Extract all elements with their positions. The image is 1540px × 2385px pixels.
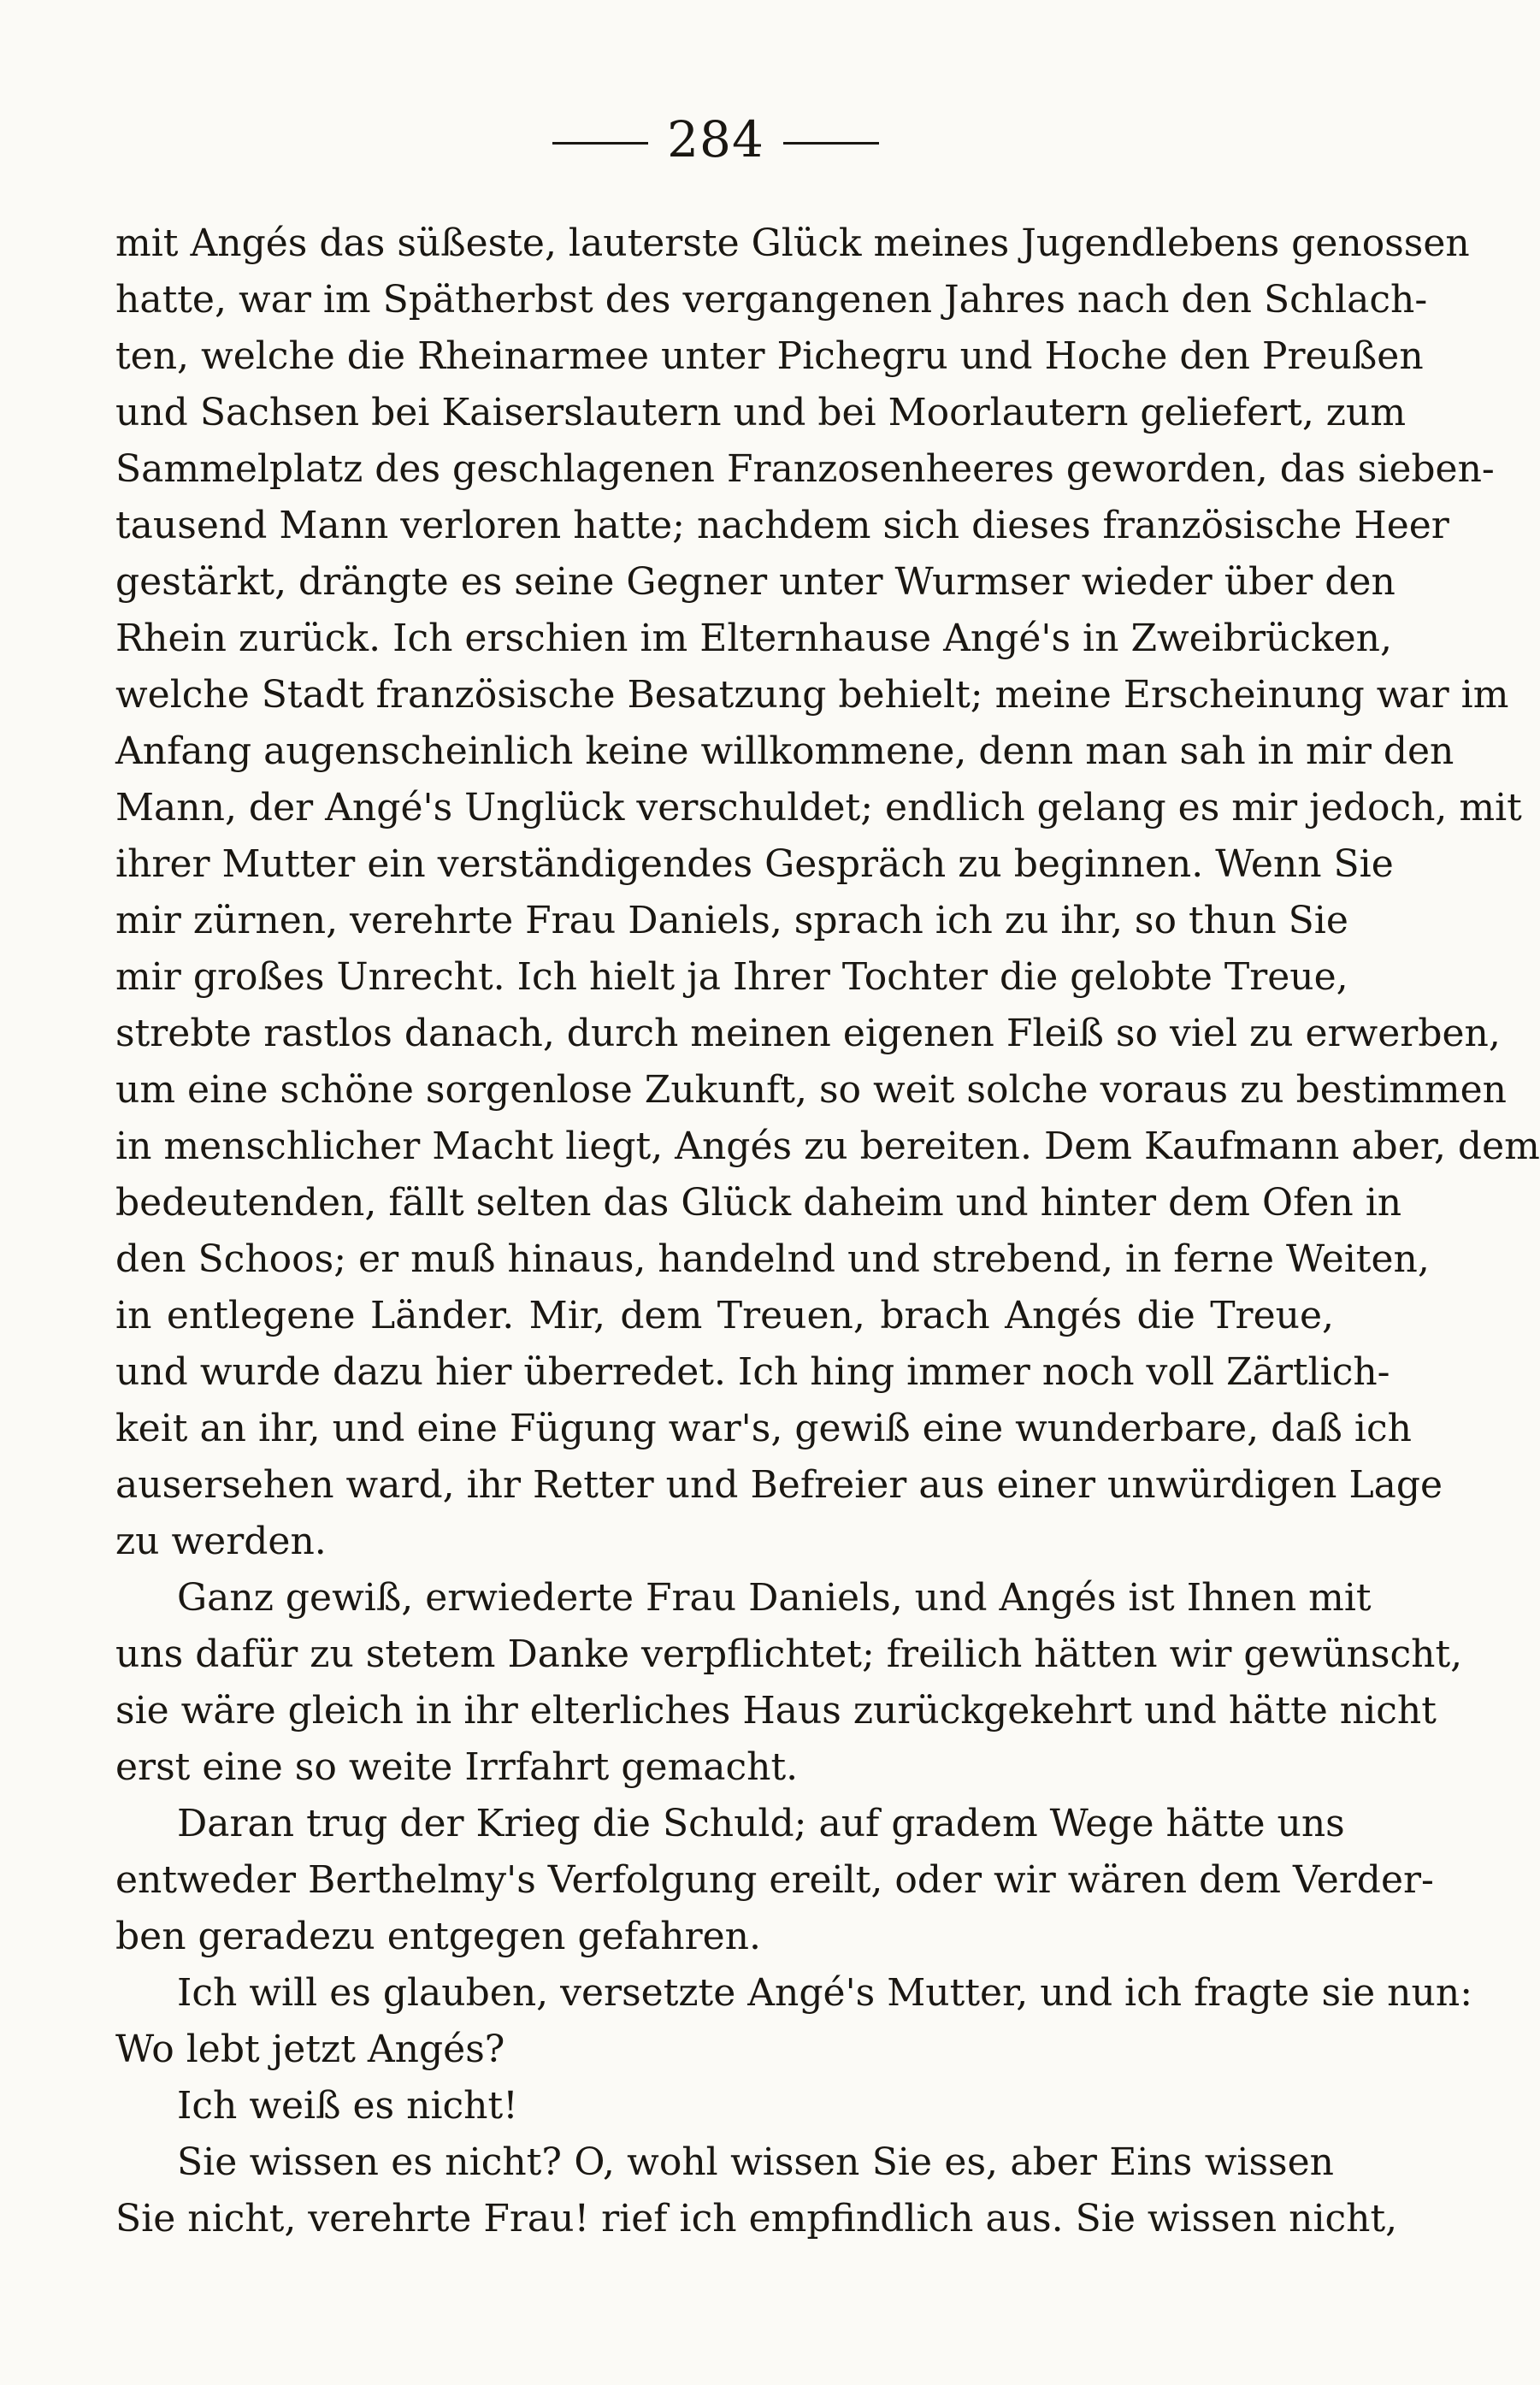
text-line: in entlegene Länder. Mir, dem Treuen, brach Angés die Treue, <box>115 1294 1334 1337</box>
text-line: Wo lebt jetzt Angés? <box>115 2028 505 2071</box>
text-line: uns dafür zu stetem Danke verpflichtet; freilich hätten wir gewünscht, <box>115 1632 1463 1676</box>
text-line: Ganz gewiß, erwiederte Frau Daniels, und Angés ist Ihnen mit <box>177 1576 1372 1620</box>
left-dash-rule <box>552 142 648 145</box>
text-line: ihrer Mutter ein verständigendes Gespräch zu beginnen. Wenn Sie <box>115 842 1394 886</box>
text-line: Sie wissen es nicht? O, wohl wissen Sie es, aber Eins wissen <box>177 2140 1334 2184</box>
text-line: welche Stadt französische Besatzung behielt; meine Erscheinung war im <box>115 673 1509 717</box>
page-number-header <box>0 109 1431 169</box>
text-line: und wurde dazu hier überredet. Ich hing immer noch voll Zärtlich- <box>115 1350 1390 1394</box>
text-line: den Schoos; er muß hinaus, handelnd und strebend, in ferne Weiten, <box>115 1237 1430 1281</box>
text-line: entweder Berthelmy's Verfolgung ereilt, oder wir wären dem Verder- <box>115 1858 1434 1902</box>
body-text <box>115 215 1540 2247</box>
text-line: gestärkt, drängte es seine Gegner unter Wurmser wieder über den <box>115 560 1395 604</box>
text-line: sie wäre gleich in ihr elterliches Haus zurückgekehrt und hätte nicht <box>115 1689 1437 1733</box>
text-line: Mann, der Angé's Unglück verschuldet; endlich gelang es mir jedoch, mit <box>115 786 1522 829</box>
text-line: Sammelplatz des geschlagenen Franzosenheeres geworden, das sieben- <box>115 447 1495 491</box>
right-dash-rule <box>783 142 879 145</box>
text-line: und Sachsen bei Kaiserslautern und bei Moorlautern geliefert, zum <box>115 391 1407 434</box>
text-line: Ich will es glauben, versetzte Angé's Mutter, und ich fragte sie nun: <box>177 1971 1473 2015</box>
text-line: bedeutenden, fällt selten das Glück daheim und hinter dem Ofen in <box>115 1181 1402 1225</box>
text-line: ausersehen ward, ihr Retter und Befreier aus einer unwürdigen Lage <box>115 1463 1443 1507</box>
page-number: 284 <box>667 110 764 168</box>
text-line: ten, welche die Rheinarmee unter Pichegru und Hoche den Preußen <box>115 334 1424 378</box>
text-line: ben geradezu entgegen gefahren. <box>115 1915 761 1958</box>
text-line: um eine schöne sorgenlose Zukunft, so weit solche voraus zu bestimmen <box>115 1068 1507 1112</box>
text-line: keit an ihr, und eine Fügung war's, gewiß eine wunderbare, daß ich <box>115 1407 1412 1450</box>
text-line: Anfang augenscheinlich keine willkommene, denn man sah in mir den <box>115 729 1454 773</box>
text-line: mit Angés das süßeste, lauterste Glück meines Jugendlebens genossen <box>115 221 1470 265</box>
text-line: Daran trug der Krieg die Schuld; auf gradem Wege hätte uns <box>177 1802 1345 1845</box>
text-line: strebte rastlos danach, durch meinen eigenen Fleiß so viel zu erwerben, <box>115 1012 1501 1055</box>
text-line: hatte, war im Spätherbst des vergangenen Jahres nach den Schlach- <box>115 278 1428 322</box>
text-line: mir zürnen, verehrte Frau Daniels, sprach ich zu ihr, so thun Sie <box>115 899 1348 942</box>
text-line: Rhein zurück. Ich erschien im Elternhause Angé's in Zweibrücken, <box>115 617 1392 660</box>
text-line: Ich weiß es nicht! <box>177 2084 518 2128</box>
text-line: in menschlicher Macht liegt, Angés zu bereiten. Dem Kaufmann aber, dem <box>115 1125 1540 1168</box>
text-line: mir großes Unrecht. Ich hielt ja Ihrer Tochter die gelobte Treue, <box>115 955 1348 999</box>
text-line: zu werden. <box>115 1520 327 1563</box>
text-line: Sie nicht, verehrte Frau! rief ich empfindlich aus. Sie wissen nicht, <box>115 2197 1398 2240</box>
text-line: tausend Mann verloren hatte; nachdem sich dieses französische Heer <box>115 504 1449 547</box>
text-line: erst eine so weite Irrfahrt gemacht. <box>115 1745 799 1789</box>
